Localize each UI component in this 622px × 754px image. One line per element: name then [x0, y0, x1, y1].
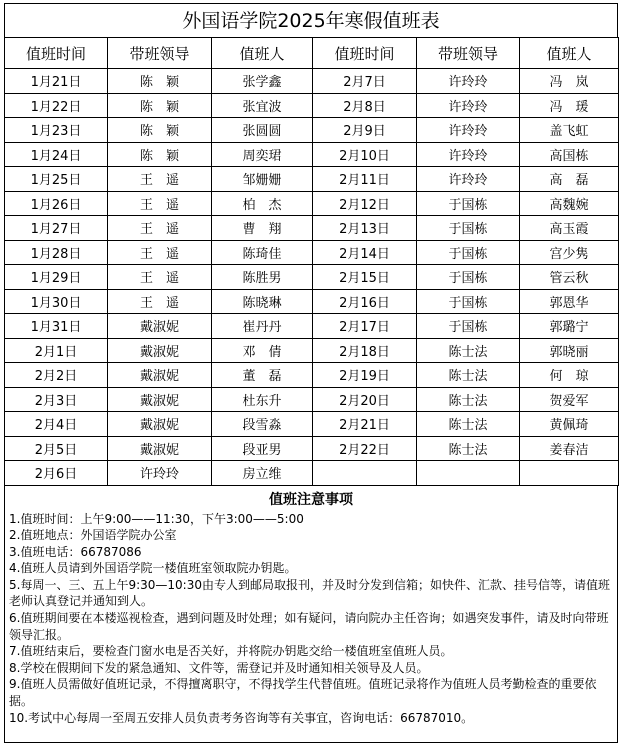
table-row: [5, 289, 619, 314]
duty-date-cell: 2月13日: [313, 216, 417, 241]
staff-cell: 高 磊: [520, 167, 619, 192]
staff-cell: 董 磊: [212, 363, 313, 388]
duty-date-cell: 2月8日: [313, 93, 417, 118]
column-header: 值班时间: [5, 38, 108, 69]
leader-cell: 王 遥: [108, 289, 212, 314]
table-row: [5, 69, 619, 94]
staff-cell: 张圆圆: [212, 118, 313, 143]
table-row: [5, 363, 619, 388]
staff-cell: 冯 岚: [520, 69, 619, 94]
notes-title: 值班注意事项: [269, 491, 353, 508]
leader-cell: 许玲玲: [417, 118, 520, 143]
staff-cell: 陈琦佳: [212, 240, 313, 265]
staff-cell: 张宜波: [212, 93, 313, 118]
leader-cell: 陈士法: [417, 338, 520, 363]
table-row: [5, 461, 619, 486]
duty-date-cell: 1月27日: [5, 216, 108, 241]
staff-cell: 陈胜男: [212, 265, 313, 290]
table-row: [5, 216, 619, 241]
duty-date-cell: 2月1日: [5, 338, 108, 363]
note-item: 9.值班人员需做好值班记录，不得擅离职守，不得找学生代替值班。值班记录将作为值班人员考勤检查的重要依据。: [9, 677, 597, 709]
leader-cell: 于国栋: [417, 289, 520, 314]
staff-cell: 姜春洁: [520, 436, 619, 461]
staff-cell: 高玉霞: [520, 216, 619, 241]
duty-date-cell: 2月6日: [5, 461, 108, 486]
note-item: 10.考试中心每周一至周五安排人员负责考务咨询等有关事宜，咨询电话：66787010。: [9, 710, 474, 725]
leader-cell: 于国栋: [417, 314, 520, 339]
duty-date-cell: 2月12日: [313, 191, 417, 216]
staff-cell: 陈晓琳: [212, 289, 313, 314]
staff-cell: 崔丹丹: [212, 314, 313, 339]
duty-date-cell: [313, 461, 417, 486]
leader-cell: 戴淑妮: [108, 387, 212, 412]
duty-date-cell: 1月29日: [5, 265, 108, 290]
leader-cell: 于国栋: [417, 240, 520, 265]
staff-cell: 郭晓丽: [520, 338, 619, 363]
leader-cell: 于国栋: [417, 216, 520, 241]
duty-date-cell: 2月11日: [313, 167, 417, 192]
note-item: 6.值班期间要在本楼巡视检查，遇到问题及时处理；如有疑问，请向院办主任咨询；如遇突发事件，请及时向带班领导汇报。: [9, 611, 609, 642]
column-header: 带班领导: [417, 38, 520, 69]
duty-date-cell: 1月24日: [5, 142, 108, 167]
leader-cell: 陈士法: [417, 436, 520, 461]
duty-date-cell: 1月26日: [5, 191, 108, 216]
leader-cell: 于国栋: [417, 191, 520, 216]
duty-date-cell: 2月16日: [313, 289, 417, 314]
leader-cell: 王 遥: [108, 167, 212, 192]
table-row: [5, 314, 619, 339]
duty-date-cell: 1月23日: [5, 118, 108, 143]
table-row: [5, 142, 619, 167]
duty-date-cell: 1月22日: [5, 93, 108, 118]
duty-date-cell: 2月3日: [5, 387, 108, 412]
leader-cell: 陈士法: [417, 387, 520, 412]
leader-cell: 戴淑妮: [108, 338, 212, 363]
table-row: [5, 93, 619, 118]
duty-date-cell: 2月19日: [313, 363, 417, 388]
duty-date-cell: 2月20日: [313, 387, 417, 412]
duty-date-cell: 1月21日: [5, 69, 108, 94]
staff-cell: 段亚男: [212, 436, 313, 461]
leader-cell: 许玲玲: [417, 142, 520, 167]
duty-roster-table: [4, 37, 619, 486]
leader-cell: 陈 颖: [108, 69, 212, 94]
staff-cell: 高国栋: [520, 142, 619, 167]
staff-cell: 贺爱军: [520, 387, 619, 412]
staff-cell: 宫少隽: [520, 240, 619, 265]
note-item: 3.值班电话：66787086: [9, 544, 142, 559]
duty-date-cell: 1月31日: [5, 314, 108, 339]
staff-cell: [520, 461, 619, 486]
leader-cell: 陈 颖: [108, 118, 212, 143]
leader-cell: 戴淑妮: [108, 412, 212, 437]
duty-date-cell: 2月14日: [313, 240, 417, 265]
staff-cell: 何 琼: [520, 363, 619, 388]
note-item: 2.值班地点：外国语学院办公室: [9, 528, 177, 543]
leader-cell: [417, 461, 520, 486]
leader-cell: 戴淑妮: [108, 436, 212, 461]
leader-cell: 许玲玲: [417, 93, 520, 118]
duty-date-cell: 2月17日: [313, 314, 417, 339]
staff-cell: 冯 瑗: [520, 93, 619, 118]
leader-cell: 陈 颖: [108, 93, 212, 118]
staff-cell: 曹 翔: [212, 216, 313, 241]
duty-roster-sheet: [4, 3, 618, 743]
note-item: 8.学校在假期间下发的紧急通知、文件等，需登记并及时通知相关领导及人员。: [9, 660, 429, 675]
staff-cell: 盖飞虹: [520, 118, 619, 143]
table-row: [5, 338, 619, 363]
column-header: 值班人: [520, 38, 619, 69]
duty-date-cell: 2月2日: [5, 363, 108, 388]
duty-date-cell: 1月25日: [5, 167, 108, 192]
staff-cell: 邓 倩: [212, 338, 313, 363]
leader-cell: 王 遥: [108, 265, 212, 290]
staff-cell: 柏 杰: [212, 191, 313, 216]
duty-date-cell: 2月7日: [313, 69, 417, 94]
leader-cell: 王 遥: [108, 216, 212, 241]
table-row: [5, 265, 619, 290]
table-body: [5, 69, 619, 486]
staff-cell: 房立维: [212, 461, 313, 486]
staff-cell: 邹姗姗: [212, 167, 313, 192]
leader-cell: 王 遥: [108, 240, 212, 265]
table-row: [5, 412, 619, 437]
staff-cell: 管云秋: [520, 265, 619, 290]
leader-cell: 许玲玲: [417, 69, 520, 94]
table-row: [5, 118, 619, 143]
column-header: 值班人: [212, 38, 313, 69]
notes-list: [9, 511, 613, 727]
note-item: 1.值班时间：上午9:00——11:30，下午3:00——5:00: [9, 511, 304, 526]
leader-cell: 陈士法: [417, 412, 520, 437]
staff-cell: 杜东升: [212, 387, 313, 412]
leader-cell: 王 遥: [108, 191, 212, 216]
leader-cell: 许玲玲: [417, 167, 520, 192]
duty-date-cell: 2月9日: [313, 118, 417, 143]
staff-cell: 黄佩琦: [520, 412, 619, 437]
duty-date-cell: 2月15日: [313, 265, 417, 290]
leader-cell: 陈 颖: [108, 142, 212, 167]
note-item: 4.值班人员请到外国语学院一楼值班室领取院办钥匙。: [9, 561, 297, 576]
table-header-row: [5, 38, 619, 69]
table-row: [5, 191, 619, 216]
table-row: [5, 240, 619, 265]
duty-date-cell: 2月5日: [5, 436, 108, 461]
leader-cell: 许玲玲: [108, 461, 212, 486]
note-item: 7.值班结束后，要检查门窗水电是否关好，并将院办钥匙交给一楼值班室值班人员。: [9, 644, 453, 659]
staff-cell: 周奕珺: [212, 142, 313, 167]
duty-date-cell: 1月28日: [5, 240, 108, 265]
column-header: 值班时间: [313, 38, 417, 69]
duty-date-cell: 2月18日: [313, 338, 417, 363]
table-row: [5, 436, 619, 461]
leader-cell: 陈士法: [417, 363, 520, 388]
leader-cell: 戴淑妮: [108, 314, 212, 339]
table-row: [5, 167, 619, 192]
staff-cell: 张学鑫: [212, 69, 313, 94]
column-header: 带班领导: [108, 38, 212, 69]
table-row: [5, 387, 619, 412]
leader-cell: 戴淑妮: [108, 363, 212, 388]
notes-section: [4, 486, 618, 743]
note-item: 5.每周一、三、五上午9:30—10:30由专人到邮局取报刊，并及时分发到信箱；如快件、汇款、挂号信等，请值班老师认真登记并通知到人。: [9, 577, 610, 609]
staff-cell: 郭璐宁: [520, 314, 619, 339]
staff-cell: 郭恩华: [520, 289, 619, 314]
staff-cell: 高魏婉: [520, 191, 619, 216]
duty-date-cell: 2月10日: [313, 142, 417, 167]
duty-date-cell: 2月22日: [313, 436, 417, 461]
page-title: 外国语学院2025年寒假值班表: [4, 3, 618, 37]
duty-date-cell: 1月30日: [5, 289, 108, 314]
duty-date-cell: 2月4日: [5, 412, 108, 437]
duty-date-cell: 2月21日: [313, 412, 417, 437]
leader-cell: 于国栋: [417, 265, 520, 290]
staff-cell: 段雪淼: [212, 412, 313, 437]
